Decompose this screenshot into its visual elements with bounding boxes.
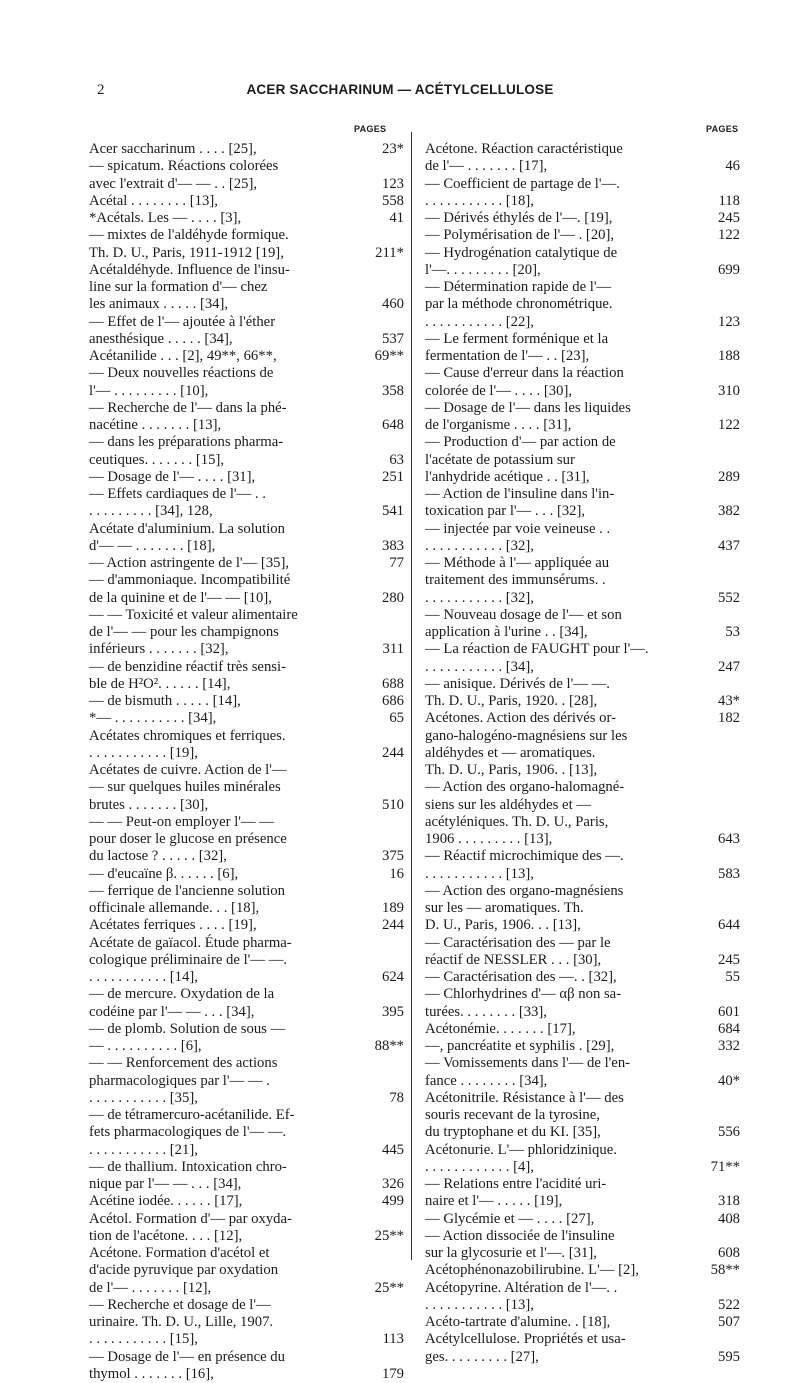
entry-text-line: Th. D. U., Paris, 1906. . [13],: [425, 762, 666, 779]
page-reference: 53: [676, 624, 740, 641]
entry-text-line: line sur la formation d'— chez: [89, 279, 330, 296]
page-reference: 311: [340, 641, 404, 658]
entry-text-line: — dans les préparations pharma-: [89, 434, 330, 451]
index-entry: [425, 883, 740, 935]
entry-text-line: — Polymérisation de l'— . [20],: [425, 227, 666, 244]
entry-text-line: de l'— . . . . . . . [17],: [425, 158, 666, 175]
page-reference: 122: [676, 227, 740, 244]
index-entry: [425, 279, 740, 331]
index-entry: [425, 779, 740, 848]
page-reference: 289: [676, 469, 740, 486]
entry-text-line: — Production d'— par action de: [425, 434, 666, 451]
page-reference: 23*: [340, 141, 404, 158]
entry-text-line: — anisique. Dérivés de l'— —.: [425, 676, 666, 693]
index-entry: [89, 555, 404, 572]
entry-text-line: — — Peut-on employer l'— —: [89, 814, 330, 831]
entry-text-line: . . . . . . . . . . . [34],: [425, 659, 666, 676]
pages-heading-left: PAGES: [354, 124, 386, 134]
index-entry: [425, 935, 740, 970]
entry-text-line: *— . . . . . . . . . . [34],: [89, 710, 330, 727]
entry-text-line: — Effets cardiaques de l'— . .: [89, 486, 330, 503]
page-reference: 122: [676, 417, 740, 434]
page-reference: 445: [340, 1142, 404, 1159]
index-entry: [89, 1159, 404, 1194]
entry-text-line: — Action dissociée de l'insuline: [425, 1228, 666, 1245]
index-entry: [425, 641, 740, 676]
entry-text-line: naire et l'— . . . . . [19],: [425, 1193, 666, 1210]
entry-text-line: — Glycémie et — . . . . [27],: [425, 1211, 666, 1228]
index-entry: [425, 227, 740, 244]
entry-text-line: — Réactif microchimique des —.: [425, 848, 666, 865]
entry-text-line: — Cause d'erreur dans la réaction: [425, 365, 666, 382]
entry-text-line: — Dosage de l'— dans les liquides: [425, 400, 666, 417]
index-entry: [89, 762, 404, 814]
entry-text-line: — spicatum. Réactions colorées: [89, 158, 330, 175]
entry-text-line: Acéto-tartrate d'alumine. . [18],: [425, 1314, 666, 1331]
index-entry: [89, 1211, 404, 1246]
entry-text-line: ges. . . . . . . . . [27],: [425, 1349, 666, 1366]
entry-text-line: — Dosage de l'— en présence du: [89, 1349, 330, 1366]
page-reference: 188: [676, 348, 740, 365]
entry-text-line: . . . . . . . . . . . [19],: [89, 745, 330, 762]
entry-text-line: — de tétramercuro-acétanilide. Ef-: [89, 1107, 330, 1124]
entry-text-line: Acétate d'aluminium. La solution: [89, 521, 330, 538]
index-entry: [425, 1228, 740, 1263]
entry-text-line: . . . . . . . . . . . [15],: [89, 1331, 330, 1348]
page-reference: 643: [676, 831, 740, 848]
page-reference: 558: [340, 193, 404, 210]
entry-text-line: — Détermination rapide de l'—: [425, 279, 666, 296]
page-reference: 624: [340, 969, 404, 986]
entry-text-line: inférieurs . . . . . . . [32],: [89, 641, 330, 658]
entry-text-line: . . . . . . . . . [34], 128,: [89, 503, 330, 520]
page-reference: 58**: [676, 1262, 740, 1279]
index-entry: [425, 1262, 740, 1279]
index-entry: [89, 1349, 404, 1383]
index-entry: [425, 141, 740, 176]
page-reference: 247: [676, 659, 740, 676]
entry-text-line: de l'organisme . . . . [31],: [425, 417, 666, 434]
page-reference: 608: [676, 1245, 740, 1262]
entry-text-line: du tryptophane et du KI. [35],: [425, 1124, 666, 1141]
index-entry: [425, 1280, 740, 1315]
entry-text-line: Acétate de gaïacol. Étude pharma-: [89, 935, 330, 952]
index-entry: [425, 176, 740, 211]
entry-text-line: . . . . . . . . . . . [18],: [425, 193, 666, 210]
entry-text-line: cologique préliminaire de l'— —.: [89, 952, 330, 969]
entry-text-line: — d'ammoniaque. Incompatibilité: [89, 572, 330, 589]
page-reference: 123: [676, 314, 740, 331]
entry-text-line: — Recherche et dosage de l'—: [89, 1297, 330, 1314]
index-entry: [89, 400, 404, 435]
index-entry: [89, 1193, 404, 1210]
page-reference: 43*: [676, 693, 740, 710]
entry-text-line: . . . . . . . . . . . [14],: [89, 969, 330, 986]
entry-text-line: — de thallium. Intoxication chro-: [89, 1159, 330, 1176]
index-entry: [89, 434, 404, 469]
index-column-right: [425, 141, 740, 1366]
entry-text-line: d'acide pyruvique par oxydation: [89, 1262, 330, 1279]
entry-text-line: — Action de l'insuline dans l'in-: [425, 486, 666, 503]
entry-text-line: . . . . . . . . . . . . [4],: [425, 1159, 666, 1176]
page-reference: 522: [676, 1297, 740, 1314]
page-reference: 41: [340, 210, 404, 227]
entry-text-line: — Caractérisation des — par le: [425, 935, 666, 952]
entry-text-line: — Effet de l'— ajoutée à l'éther: [89, 314, 330, 331]
entry-text-line: Acétonémie. . . . . . . [17],: [425, 1021, 666, 1038]
entry-text-line: —, pancréatite et syphilis . [29],: [425, 1038, 666, 1055]
page-reference: 583: [676, 866, 740, 883]
page-reference: 395: [340, 1004, 404, 1021]
entry-text-line: — d'eucaïne β. . . . . . [6],: [89, 866, 330, 883]
index-entry: [425, 1176, 740, 1211]
entry-text-line: nacétine . . . . . . . [13],: [89, 417, 330, 434]
entry-text-line: siens sur les aldéhydes et —: [425, 797, 666, 814]
entry-text-line: — de benzidine réactif très sensi-: [89, 659, 330, 676]
entry-text-line: — Le ferment forménique et la: [425, 331, 666, 348]
entry-text-line: Acétine iodée. . . . . . [17],: [89, 1193, 330, 1210]
entry-text-line: l'—. . . . . . . . . [20],: [425, 262, 666, 279]
entry-text-line: — Action des organo-halomagné-: [425, 779, 666, 796]
page-reference: 437: [676, 538, 740, 555]
entry-text-line: de l'— — pour les champignons: [89, 624, 330, 641]
index-entry: [89, 365, 404, 400]
entry-text-line: Acétates de cuivre. Action de l'—: [89, 762, 330, 779]
entry-text-line: officinale allemande. . . [18],: [89, 900, 330, 917]
page-reference: 244: [340, 917, 404, 934]
entry-text-line: Acétophénonazobilirubine. L'— [2],: [425, 1262, 666, 1279]
page-reference: 245: [676, 952, 740, 969]
index-entry: [89, 693, 404, 710]
entry-text-line: — de bismuth . . . . . [14],: [89, 693, 330, 710]
entry-text-line: d'— — . . . . . . . [18],: [89, 538, 330, 555]
entry-text-line: brutes . . . . . . . [30],: [89, 797, 330, 814]
column-divider: [411, 132, 412, 1260]
entry-text-line: aldéhydes et — aromatiques.: [425, 745, 666, 762]
index-entry: [89, 607, 404, 659]
index-entry: [89, 986, 404, 1021]
page-reference: 383: [340, 538, 404, 555]
index-entry: [425, 245, 740, 280]
index-entry: [89, 158, 404, 193]
index-entry: [425, 1211, 740, 1228]
entry-text-line: Acétylcellulose. Propriétés et usa-: [425, 1331, 666, 1348]
entry-text-line: Acétopyrine. Altération de l'—. .: [425, 1280, 666, 1297]
index-entry: [89, 710, 404, 727]
entry-text-line: . . . . . . . . . . . [35],: [89, 1090, 330, 1107]
index-entry: [425, 1055, 740, 1090]
entry-text-line: réactif de NESSLER . . . [30],: [425, 952, 666, 969]
entry-text-line: — Méthode à l'— appliquée au: [425, 555, 666, 572]
page-reference: 318: [676, 1193, 740, 1210]
entry-text-line: Acétanilide . . . [2], 49**, 66**,: [89, 348, 330, 365]
entry-text-line: . . . . . . . . . . . [32],: [425, 538, 666, 555]
entry-text-line: Acétone. Réaction caractéristique: [425, 141, 666, 158]
page-reference: 382: [676, 503, 740, 520]
index-entry: [425, 434, 740, 486]
entry-text-line: de l'— . . . . . . . [12],: [89, 1280, 330, 1297]
index-entry: [89, 469, 404, 486]
entry-text-line: Acétal . . . . . . . . [13],: [89, 193, 330, 210]
page-reference: 211*: [340, 245, 404, 262]
index-entry: [425, 365, 740, 400]
index-entry: [89, 814, 404, 866]
entry-text-line: toxication par l'— . . . [32],: [425, 503, 666, 520]
entry-text-line: colorée de l'— . . . . [30],: [425, 383, 666, 400]
entry-text-line: anesthésique . . . . . [34],: [89, 331, 330, 348]
entry-text-line: thymol . . . . . . . [16],: [89, 1366, 330, 1383]
page-reference: 408: [676, 1211, 740, 1228]
entry-text-line: Acétone. Formation d'acétol et: [89, 1245, 330, 1262]
index-entry: [425, 1090, 740, 1142]
entry-text-line: fermentation de l'— . . [23],: [425, 348, 666, 365]
page-reference: 510: [340, 797, 404, 814]
index-entry: [89, 521, 404, 556]
entry-text-line: de la quinine et de l'— — [10],: [89, 590, 330, 607]
entry-text-line: — ferrique de l'ancienne solution: [89, 883, 330, 900]
page-reference: 699: [676, 262, 740, 279]
index-entry: [89, 486, 404, 521]
page-reference: 113: [340, 1331, 404, 1348]
page-reference: 55: [676, 969, 740, 986]
index-entry: [425, 555, 740, 607]
index-entry: [89, 572, 404, 607]
page-reference: 326: [340, 1176, 404, 1193]
index-entry: [89, 917, 404, 934]
page-reference: 375: [340, 848, 404, 865]
page-reference: 182: [676, 710, 740, 727]
entry-text-line: Th. D. U., Paris, 1911-1912 [19],: [89, 245, 330, 262]
index-entry: [89, 1297, 404, 1349]
entry-text-line: Acétonurie. L'— phloridzinique.: [425, 1142, 666, 1159]
entry-text-line: — Vomissements dans l'— de l'en-: [425, 1055, 666, 1072]
index-entry: [89, 262, 404, 314]
page-reference: 40*: [676, 1073, 740, 1090]
entry-text-line: pharmacologiques par l'— — .: [89, 1073, 330, 1090]
entry-text-line: Acétones. Action des dérivés or-: [425, 710, 666, 727]
entry-text-line: l'acétate de potassium sur: [425, 452, 666, 469]
entry-text-line: . . . . . . . . . . . [32],: [425, 590, 666, 607]
entry-text-line: — de mercure. Oxydation de la: [89, 986, 330, 1003]
entry-text-line: — La réaction de FAUGHT pour l'—.: [425, 641, 666, 658]
entry-text-line: . . . . . . . . . . . [13],: [425, 1297, 666, 1314]
page-reference: 77: [340, 555, 404, 572]
entry-text-line: *Acétals. Les — . . . . [3],: [89, 210, 330, 227]
entry-text-line: fance . . . . . . . . [34],: [425, 1073, 666, 1090]
index-entry: [425, 676, 740, 711]
page-reference: 179: [340, 1366, 404, 1383]
index-entry: [425, 710, 740, 779]
index-entry: [89, 210, 404, 227]
entry-text-line: — injectée par voie veineuse . .: [425, 521, 666, 538]
page-reference: 78: [340, 1090, 404, 1107]
page-reference: 601: [676, 1004, 740, 1021]
page-reference: 118: [676, 193, 740, 210]
entry-text-line: acétyléniques. Th. D. U., Paris,: [425, 814, 666, 831]
entry-text-line: ble de H²O². . . . . . [14],: [89, 676, 330, 693]
page-reference: 648: [340, 417, 404, 434]
entry-text-line: — Coefficient de partage de l'—.: [425, 176, 666, 193]
entry-text-line: — de plomb. Solution de sous —: [89, 1021, 330, 1038]
index-entry: [425, 486, 740, 521]
index-entry: [89, 193, 404, 210]
index-entry: [89, 348, 404, 365]
page-reference: 460: [340, 296, 404, 313]
index-entry: [89, 1021, 404, 1056]
page-reference: 88**: [340, 1038, 404, 1055]
entry-text-line: — Recherche de l'— dans la phé-: [89, 400, 330, 417]
entry-text-line: . . . . . . . . . . . [13],: [425, 866, 666, 883]
index-entry: [425, 1142, 740, 1177]
entry-text-line: D. U., Paris, 1906. . . [13],: [425, 917, 666, 934]
entry-text-line: — — Toxicité et valeur alimentaire: [89, 607, 330, 624]
entry-text-line: — Deux nouvelles réactions de: [89, 365, 330, 382]
page-reference: 541: [340, 503, 404, 520]
entry-text-line: codéine par l'— — . . . [34],: [89, 1004, 330, 1021]
entry-text-line: — — Renforcement des actions: [89, 1055, 330, 1072]
index-entry: [425, 607, 740, 642]
page-reference: 25**: [340, 1280, 404, 1297]
entry-text-line: — Dérivés éthylés de l'—. [19],: [425, 210, 666, 227]
page-reference: 251: [340, 469, 404, 486]
index-entry: [89, 1245, 404, 1297]
index-entry: [89, 314, 404, 349]
index-entry: [89, 1055, 404, 1107]
entry-text-line: l'— . . . . . . . . . [10],: [89, 383, 330, 400]
entry-text-line: souris recevant de la tyrosine,: [425, 1107, 666, 1124]
page-number: 2: [97, 82, 105, 99]
page-reference: 552: [676, 590, 740, 607]
entry-text-line: tion de l'acétone. . . . [12],: [89, 1228, 330, 1245]
index-entry: [89, 1107, 404, 1159]
index-entry: [89, 935, 404, 987]
entry-text-line: sur la glycosurie et l'—. [31],: [425, 1245, 666, 1262]
entry-text-line: fets pharmacologiques de l'— —.: [89, 1124, 330, 1141]
index-entry: [425, 1021, 740, 1038]
entry-text-line: l'anhydride acétique . . [31],: [425, 469, 666, 486]
page-reference: 123: [340, 176, 404, 193]
page-reference: 310: [676, 383, 740, 400]
page-reference: 245: [676, 210, 740, 227]
entry-text-line: — mixtes de l'aldéhyde formique.: [89, 227, 330, 244]
entry-text-line: Acétates chromiques et ferriques.: [89, 728, 330, 745]
index-entry: [425, 331, 740, 366]
entry-text-line: par la méthode chronométrique.: [425, 296, 666, 313]
page-reference: 46: [676, 158, 740, 175]
entry-text-line: — Hydrogénation catalytique de: [425, 245, 666, 262]
index-entry: [89, 659, 404, 694]
entry-text-line: pour doser le glucose en présence: [89, 831, 330, 848]
index-entry: [425, 1314, 740, 1331]
page-reference: 644: [676, 917, 740, 934]
index-entry: [89, 866, 404, 883]
page-reference: 280: [340, 590, 404, 607]
page-reference: 189: [340, 900, 404, 917]
page-reference: 25**: [340, 1228, 404, 1245]
index-entry: [425, 1038, 740, 1055]
index-entry: [425, 969, 740, 986]
entry-text-line: urinaire. Th. D. U., Lille, 1907.: [89, 1314, 330, 1331]
entry-text-line: — Action astringente de l'— [35],: [89, 555, 330, 572]
entry-text-line: — Dosage de l'— . . . . [31],: [89, 469, 330, 486]
index-entry: [89, 141, 404, 158]
entry-text-line: les animaux . . . . . [34],: [89, 296, 330, 313]
entry-text-line: . . . . . . . . . . . [21],: [89, 1142, 330, 1159]
page-reference: 595: [676, 1349, 740, 1366]
index-entry: [89, 728, 404, 763]
index-column-left: [89, 141, 404, 1383]
entry-text-line: Acer saccharinum . . . . [25],: [89, 141, 330, 158]
entry-text-line: Acétonitrile. Résistance à l'— des: [425, 1090, 666, 1107]
page-reference: 537: [340, 331, 404, 348]
entry-text-line: — sur quelques huiles minérales: [89, 779, 330, 796]
index-entry: [89, 227, 404, 262]
index-entry: [89, 883, 404, 918]
running-title: ACER SACCHARINUM — ACÉTYLCELLULOSE: [0, 82, 800, 97]
entry-text-line: — Relations entre l'acidité uri-: [425, 1176, 666, 1193]
index-entry: [425, 986, 740, 1021]
page-reference: 71**: [676, 1159, 740, 1176]
index-entry: [425, 400, 740, 435]
entry-text-line: — Caractérisation des —. . [32],: [425, 969, 666, 986]
index-entry: [425, 848, 740, 883]
page-reference: 686: [340, 693, 404, 710]
entry-text-line: — . . . . . . . . . . [6],: [89, 1038, 330, 1055]
entry-text-line: — Chlorhydrines d'— αβ non sa-: [425, 986, 666, 1003]
index-entry: [425, 521, 740, 556]
page-reference: 65: [340, 710, 404, 727]
index-entry: [425, 1331, 740, 1366]
entry-text-line: . . . . . . . . . . . [22],: [425, 314, 666, 331]
index-entry: [425, 210, 740, 227]
page-reference: 556: [676, 1124, 740, 1141]
page-reference: 16: [340, 866, 404, 883]
entry-text-line: Acétates ferriques . . . . [19],: [89, 917, 330, 934]
entry-text-line: avec l'extrait d'— — . . [25],: [89, 176, 330, 193]
page-reference: 63: [340, 452, 404, 469]
entry-text-line: gano-halogéno-magnésiens sur les: [425, 728, 666, 745]
entry-text-line: Acétaldéhyde. Influence de l'insu-: [89, 262, 330, 279]
page-reference: 499: [340, 1193, 404, 1210]
entry-text-line: nique par l'— — . . . [34],: [89, 1176, 330, 1193]
entry-text-line: Acétol. Formation d'— par oxyda-: [89, 1211, 330, 1228]
page-reference: 332: [676, 1038, 740, 1055]
entry-text-line: turées. . . . . . . . [33],: [425, 1004, 666, 1021]
entry-text-line: 1906 . . . . . . . . . [13],: [425, 831, 666, 848]
page-reference: 244: [340, 745, 404, 762]
entry-text-line: sur les — aromatiques. Th.: [425, 900, 666, 917]
entry-text-line: — Action des organo-magnésiens: [425, 883, 666, 900]
entry-text-line: ceutiques. . . . . . . [15],: [89, 452, 330, 469]
entry-text-line: application à l'urine . . [34],: [425, 624, 666, 641]
page-reference: 358: [340, 383, 404, 400]
pages-heading-right: PAGES: [706, 124, 738, 134]
page-reference: 507: [676, 1314, 740, 1331]
entry-text-line: Th. D. U., Paris, 1920. . [28],: [425, 693, 666, 710]
page-reference: 688: [340, 676, 404, 693]
entry-text-line: traitement des immunsérums. .: [425, 572, 666, 589]
page-reference: 684: [676, 1021, 740, 1038]
page-reference: 69**: [340, 348, 404, 365]
entry-text-line: — Nouveau dosage de l'— et son: [425, 607, 666, 624]
entry-text-line: du lactose ? . . . . . [32],: [89, 848, 330, 865]
